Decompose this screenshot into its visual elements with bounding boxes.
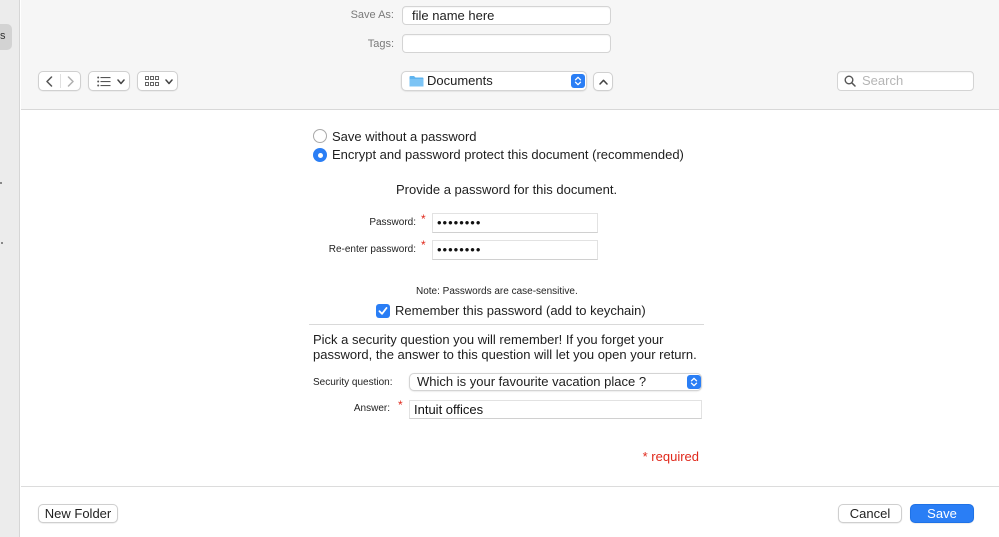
list-view-icon	[97, 76, 111, 87]
radio-save-without-password[interactable]	[313, 129, 327, 143]
radio-encrypt-password[interactable]	[313, 148, 327, 162]
security-instructions-line1: Pick a security question you will remember! If you forget your	[313, 332, 664, 347]
back-forward-control	[38, 71, 81, 91]
location-label: Documents	[427, 73, 493, 88]
collapse-panel-button[interactable]	[593, 72, 613, 91]
tags-input[interactable]	[402, 34, 611, 53]
answer-input[interactable]: Intuit offices	[409, 400, 702, 419]
view-list-button[interactable]	[88, 71, 130, 91]
case-sensitive-note: Note: Passwords are case-sensitive.	[416, 286, 578, 297]
security-question-select[interactable]	[409, 373, 702, 391]
save-as-input[interactable]: file name here	[402, 6, 611, 25]
sidebar-fragment-text: s	[0, 30, 6, 42]
remember-password-checkbox[interactable]	[376, 304, 390, 318]
save-as-label: Save As:	[350, 9, 394, 21]
chevron-right-icon	[67, 76, 75, 87]
search-placeholder: Search	[862, 73, 904, 88]
option-label-encrypt: Encrypt and password protect this document (recommended)	[332, 147, 684, 162]
footer-divider	[21, 486, 999, 487]
chevron-up-icon	[599, 79, 608, 85]
section-divider	[309, 324, 704, 325]
back-button[interactable]	[39, 72, 60, 90]
chevron-down-icon	[117, 79, 125, 85]
up-down-arrows-icon	[690, 377, 698, 387]
password-label: Password:	[369, 217, 416, 228]
remember-password-label: Remember this password (add to keychain)	[395, 303, 646, 318]
cancel-button[interactable]: Cancel	[838, 504, 902, 523]
security-question-value: Which is your favourite vacation place ?	[417, 374, 647, 389]
password-input[interactable]: ••••••••	[432, 213, 598, 233]
chevron-left-icon	[45, 76, 53, 87]
required-legend: * required	[642, 449, 699, 464]
reenter-password-input[interactable]: ••••••••	[432, 240, 598, 260]
search-icon	[844, 75, 856, 87]
folder-icon	[409, 75, 424, 87]
required-mark: *	[421, 238, 426, 252]
new-folder-button[interactable]: New Folder	[38, 504, 118, 523]
location-popup[interactable]	[401, 71, 587, 91]
security-question-label: Security question:	[313, 377, 393, 388]
background-window-strip	[0, 0, 20, 537]
select-stepper	[687, 375, 701, 389]
sidebar-dot	[0, 182, 2, 184]
search-input[interactable]	[837, 71, 974, 91]
popup-stepper	[571, 74, 585, 88]
required-mark: *	[421, 212, 426, 226]
grid-view-icon	[145, 76, 159, 87]
up-down-arrows-icon	[574, 76, 582, 86]
reenter-password-label: Re-enter password:	[328, 244, 416, 255]
checkmark-icon	[378, 306, 388, 316]
option-label-no-password: Save without a password	[332, 129, 477, 144]
security-instructions-line2: password, the answer to this question will let you open your return.	[313, 347, 697, 362]
answer-label: Answer:	[353, 403, 390, 414]
view-grid-button[interactable]	[137, 71, 178, 91]
save-button[interactable]: Save	[910, 504, 974, 523]
tags-label: Tags:	[367, 38, 394, 50]
forward-button[interactable]	[61, 72, 81, 90]
password-prompt: Provide a password for this document.	[396, 182, 618, 197]
sidebar-dot	[1, 242, 3, 244]
chevron-down-icon	[165, 79, 173, 85]
required-mark: *	[398, 398, 403, 412]
